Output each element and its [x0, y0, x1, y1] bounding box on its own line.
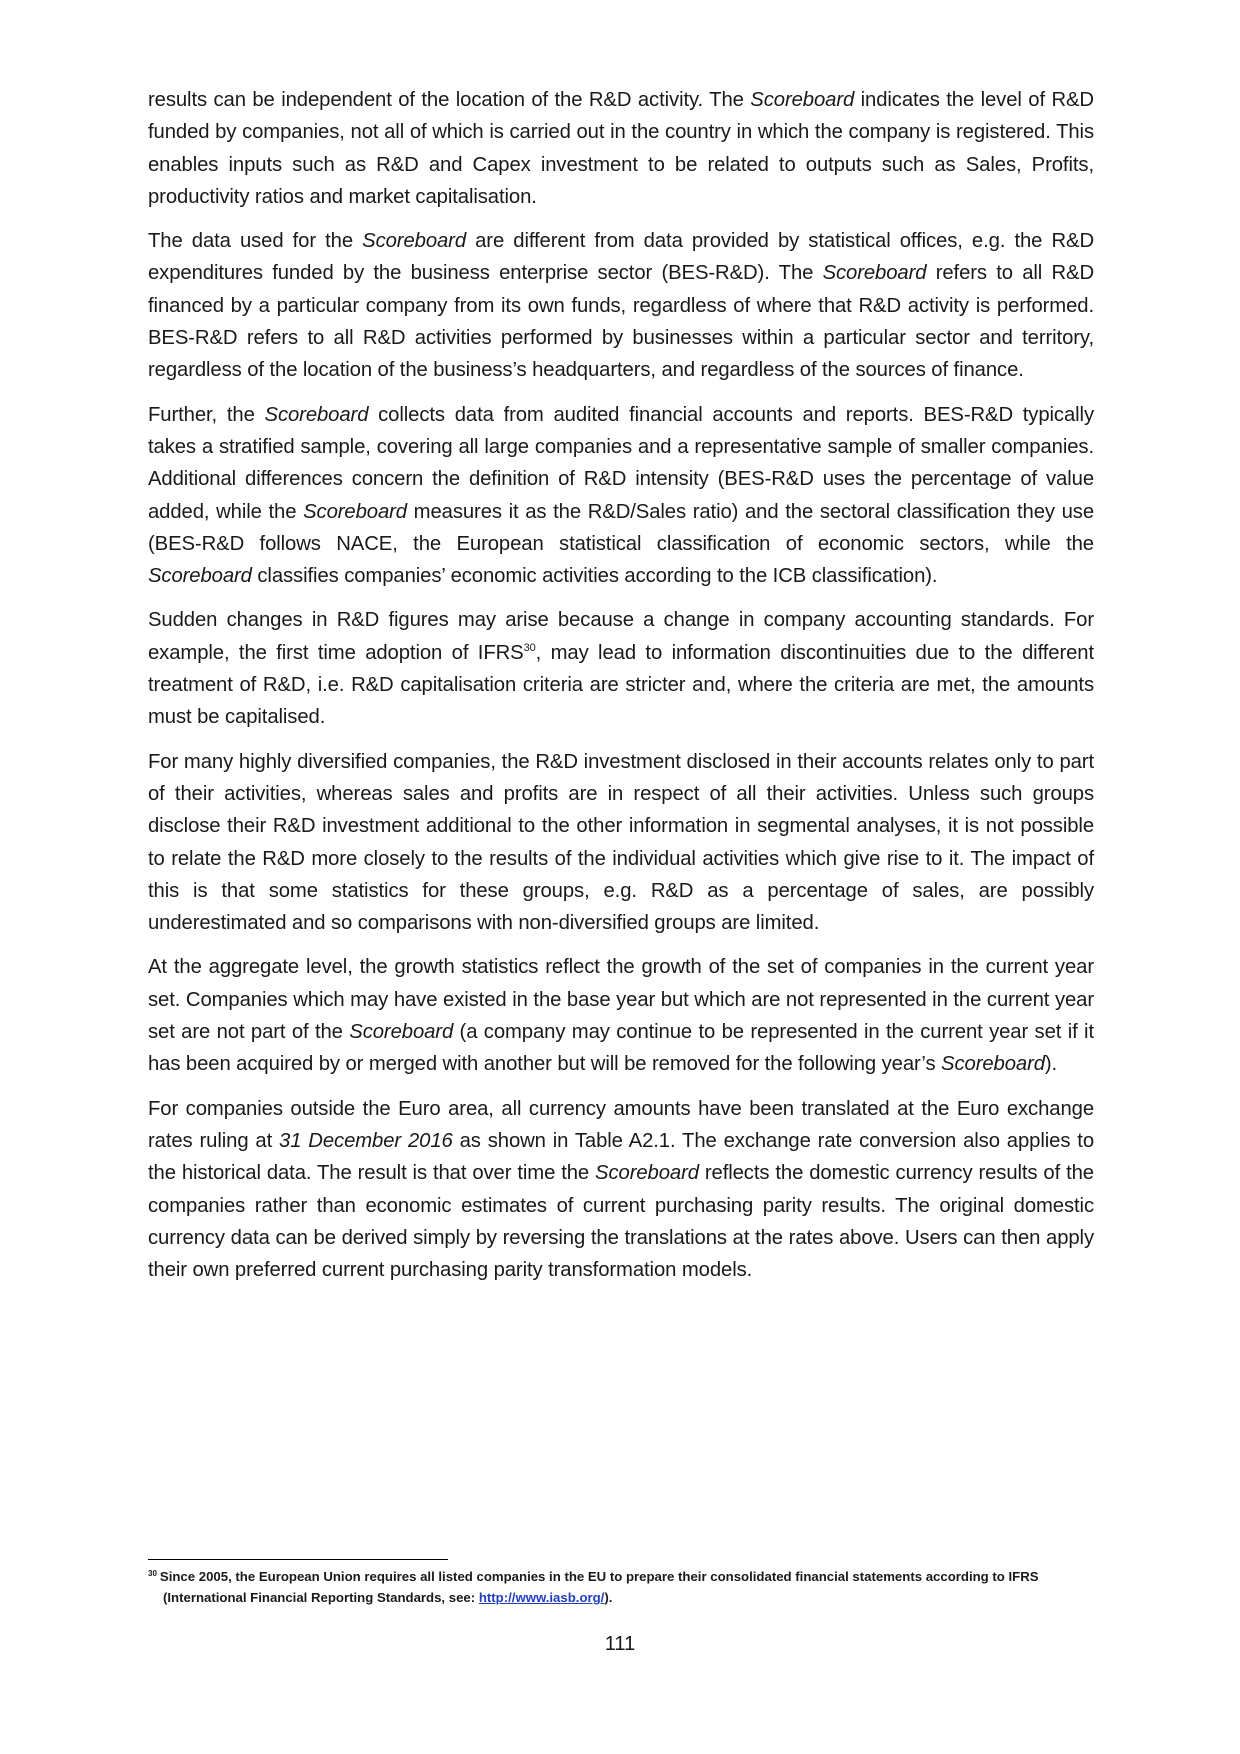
scoreboard-italic: Scoreboard [750, 89, 855, 111]
footnote-reference: 30 [523, 641, 536, 654]
scoreboard-italic: Scoreboard [822, 262, 927, 285]
paragraph-7: For companies outside the Euro area, all currency amounts have been translated at the Euro exchange rates ruling at 31 December 2016 as shown in Table A2.1. The exchange rate conversion also applies to the historical data. The result is that over time the Scoreboard reflects the domestic currency results of the companies rather than economic estimates of current purchasing parity results. The original domestic currency data can be derived simply by reversing the translations at the rates above. Users can then apply their own preferred current purchasing parity transformation models. [148, 1097, 1095, 1282]
iasb-link[interactable]: http://www.iasb.org/ [478, 1590, 605, 1605]
paragraph-4: Sudden changes in R&D figures may arise because a change in company accounting standards. For example, the first time adoption of IFRS$^{30}$, may lead to information discontinuities due to the different treatment of R&D, i.e. R&D capitalisation criteria are stricter and, where the criteria are met, the amounts must be capitalised. [148, 609, 1094, 729]
scoreboard-italic: Scoreboard [362, 230, 467, 253]
paragraph-6: At the aggregate level, the growth statistics reflect the growth of the set of companies in the current year set. Companies which may have existed in the base year but which are not represented in the current year set are not part of the Scoreboard (a company may continue to be represented in the current year set if it has been acquired by or merged with another but will be removed for the following year’s Scoreboard). [148, 956, 1094, 1076]
paragraph-5: For many highly diversified companies, the R&D investment disclosed in their accounts relates only to part of their activities, whereas sales and profits are in respect of all their activities. Unless such groups disclose their R&D investment additional to the other information in segmental analyses, it is not possible to relate the R&D more closely to the results of the individual activities which give rise to it. The impact of this is that some statistics for these groups, e.g. R&D as a percentage of sales, are possibly underestimated and so comparisons with non-diversified groups are limited. [148, 750, 1094, 935]
body-text [148, 84, 1094, 1298]
paragraph-3: Further, the Scoreboard collects data from audited financial accounts and reports. BES-R&D typically takes a stratified sample, covering all large companies and a representative sample of smaller companies. Additional differences concern the definition of R&D intensity (BES-R&D uses the percentage of value added, while the Scoreboard measures it as the R&D/Sales ratio) and the sectoral classification they use (BES-R&D follows NACE, the European statistical classification of economic sectors, while the Scoreboard classifies companies’ economic activities according to the ICB classification). [148, 403, 1095, 588]
scoreboard-italic: Scoreboard [148, 565, 252, 588]
date-italic: 31 December 2016 [279, 1129, 453, 1152]
scoreboard-italic: Scoreboard [303, 500, 407, 523]
paragraph-1: results can be independent of the location of the R&D activity. The Scoreboard indicates the level of R&D funded by companies, not all of which is carried out in the country in which the company is registered. This enables inputs such as R&D and Capex investment to be related to outputs such as Sales, Profits, productivity ratios and market capitalisation. [148, 89, 1094, 208]
footnote-text-line2: (International Financial Reporting Standards, see: http://www.iasb.org/). [163, 1590, 613, 1605]
scoreboard-italic: Scoreboard [264, 403, 369, 426]
scoreboard-italic: Scoreboard [941, 1053, 1045, 1076]
scoreboard-italic: Scoreboard [595, 1162, 699, 1185]
footnote [148, 1566, 1108, 1608]
footnote-separator [148, 1559, 448, 1560]
footnote-number: 30 [148, 1568, 157, 1578]
footnote-text-line1: Since 2005, the European Union requires all listed companies in the EU to prepare their consolidated financial statements according to IFRS [159, 1569, 1039, 1584]
page-number: 111 [604, 1633, 636, 1655]
paragraph-2: The data used for the Scoreboard are different from data provided by statistical offices, e.g. the R&D expenditures funded by the business enterprise sector (BES-R&D). The Scoreboard refers to all R&D financed by a particular company from its own funds, regardless of where that R&D activity is performed. BES-R&D refers to all R&D activities performed by businesses within a particular sector and territory, regardless of the location of the business’s headquarters, and regardless of the sources of finance. [148, 230, 1095, 382]
scoreboard-italic: Scoreboard [349, 1021, 454, 1044]
